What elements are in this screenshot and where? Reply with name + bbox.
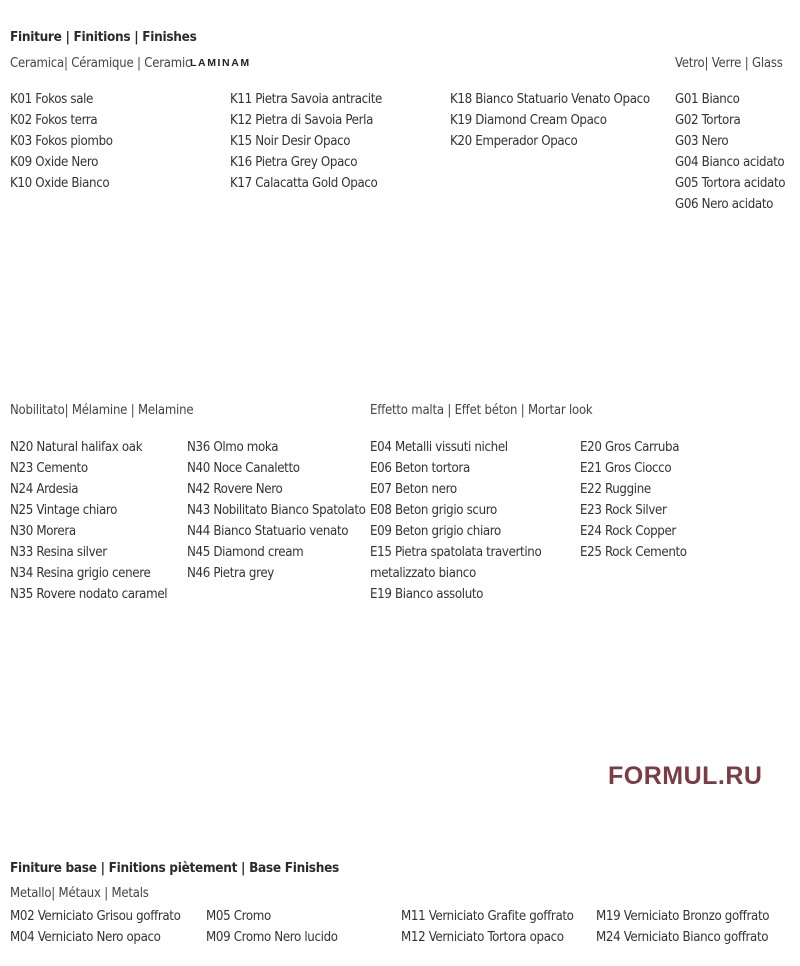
metals-column-4 [596, 906, 769, 948]
ceramic-column-2 [230, 89, 382, 194]
list-item: E20 Gros Carruba [580, 440, 680, 455]
list-item: E22 Ruggine [580, 482, 651, 497]
melamine-label: Nobilitato| Mélamine | Melamine [10, 403, 194, 418]
list-item: M24 Verniciato Bianco goffrato [596, 930, 769, 945]
mortar-column-1 [370, 437, 541, 605]
list-item: K20 Emperador Opaco [450, 134, 578, 149]
list-item: E06 Beton tortora [370, 461, 470, 476]
list-item: E07 Beton nero [370, 482, 457, 497]
list-item: E24 Rock Copper [580, 524, 676, 539]
list-item: K12 Pietra di Savoia Perla [230, 113, 374, 128]
list-item: M05 Cromo [206, 909, 271, 924]
list-item: K11 Pietra Savoia antracite [230, 92, 382, 107]
logo-text: LAMINAM [190, 57, 251, 69]
list-item: N35 Rovere nodato caramel [10, 587, 168, 602]
list-item: E21 Gros Ciocco [580, 461, 672, 476]
metals-column-2 [206, 906, 338, 948]
list-item: M12 Verniciato Tortora opaco [401, 930, 564, 945]
list-item: K01 Fokos sale [10, 92, 94, 107]
list-item: M04 Verniciato Nero opaco [10, 930, 161, 945]
list-item: E04 Metalli vissuti nichel [370, 440, 508, 455]
list-item: N45 Diamond cream [187, 545, 304, 560]
list-item: G02 Tortora [675, 113, 741, 128]
list-item: N30 Morera [10, 524, 76, 539]
section-title-finishes: Finiture | Finitions | Finishes [10, 29, 197, 45]
list-item: N23 Cemento [10, 461, 88, 476]
glass-label: Vetro| Verre | Glass [675, 56, 783, 71]
list-item: N33 Resina silver [10, 545, 107, 560]
list-item: M09 Cromo Nero lucido [206, 930, 338, 945]
list-item: N36 Olmo moka [187, 440, 279, 455]
ceramic-column-1 [10, 89, 113, 194]
list-item: N46 Pietra grey [187, 566, 274, 581]
metals-column-3 [401, 906, 574, 948]
glass-column [675, 89, 785, 215]
list-item: N43 Nobilitato Bianco Spatolato [187, 503, 366, 518]
list-item: K18 Bianco Statuario Venato Opaco [450, 92, 650, 107]
list-item: N34 Resina grigio cenere [10, 566, 151, 581]
list-item: E08 Beton grigio scuro [370, 503, 497, 518]
list-item: E15 Pietra spatolata travertino [370, 545, 542, 560]
list-item: N40 Noce Canaletto [187, 461, 300, 476]
list-item: K19 Diamond Cream Opaco [450, 113, 607, 128]
list-item: N20 Natural halifax oak [10, 440, 143, 455]
list-item: G03 Nero [675, 134, 729, 149]
list-item: G05 Tortora acidato [675, 176, 786, 191]
watermark-formul: FORMUL.RU [608, 762, 763, 790]
list-item: M11 Verniciato Grafite goffrato [401, 909, 574, 924]
metals-column-1 [10, 906, 181, 948]
list-item: N24 Ardesia [10, 482, 79, 497]
metals-label: Metallo| Métaux | Metals [10, 886, 149, 901]
melamine-column-2 [187, 437, 366, 584]
mortar-label: Effetto malta | Effet béton | Mortar look [370, 403, 593, 418]
list-item: K17 Calacatta Gold Opaco [230, 176, 378, 191]
list-item: G06 Nero acidato [675, 197, 774, 212]
laminam-logo [190, 57, 251, 72]
ceramic-label: Ceramica| Céramique | Ceramic [10, 56, 192, 71]
list-item: M02 Verniciato Grisou goffrato [10, 909, 181, 924]
list-item: E09 Beton grigio chiaro [370, 524, 501, 539]
list-item: G01 Bianco [675, 92, 740, 107]
list-item: K15 Noir Desir Opaco [230, 134, 351, 149]
list-item: K03 Fokos piombo [10, 134, 113, 149]
list-item: G04 Bianco acidato [675, 155, 785, 170]
list-item: K02 Fokos terra [10, 113, 98, 128]
mortar-column-2 [580, 437, 687, 563]
list-item: K16 Pietra Grey Opaco [230, 155, 358, 170]
list-item: K10 Oxide Bianco [10, 176, 110, 191]
list-item: N25 Vintage chiaro [10, 503, 118, 518]
melamine-column-1 [10, 437, 167, 605]
section-title-base-finishes: Finiture base | Finitions piètement | Base Finishes [10, 860, 339, 876]
list-item: E23 Rock Silver [580, 503, 667, 518]
list-item: K09 Oxide Nero [10, 155, 99, 170]
list-item: E19 Bianco assoluto [370, 587, 484, 602]
list-item: N42 Rovere Nero [187, 482, 283, 497]
ceramic-column-3 [450, 89, 650, 152]
list-item: metalizzato bianco [370, 566, 476, 581]
list-item: M19 Verniciato Bronzo goffrato [596, 909, 770, 924]
list-item: E25 Rock Cemento [580, 545, 687, 560]
list-item: N44 Bianco Statuario venato [187, 524, 349, 539]
